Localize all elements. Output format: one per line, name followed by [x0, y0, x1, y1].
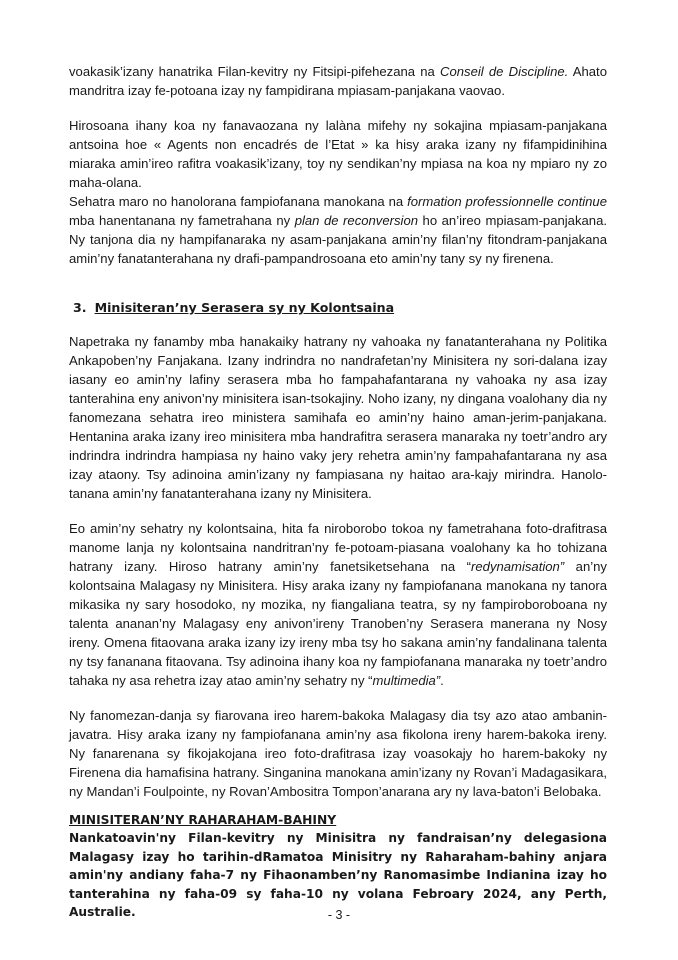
section-3-paragraph-1: Napetraka ny fanamby mba hanakaiky hatrany ny vahoaka ny fanatanterahana ny Politika Ankapoben’ny Fanjakana. Izany indrindra no nandrafetan’ny Minisitera ny sori-dalana izay iasany eo amin’ny lafiny serasera mba ho fampahafantarana ny vahoaka ny asa izay tanterahina eny anivon’ny minisitera isan-tsokajiny. Noho izany, ny dingana voalohany dia ny fanomezana sehatra ireo ministera samihafa eo amin’ny haino aman-jerim-panjakana. Hentanina araka izany ireo minisitera mba handrafitra serasera manaraka ny toetr’andro ary indrindra indrindra hampiasa ny haino vaky jery rehetra amin’ny fampahafantarana ny asa izay ataony. Tsy adinoina amin’izany ny fampiasana ny haitao ara-kajy mirindra. Hanolo-tanana amin’ny fanatanterahana izany ny Minisitera. [69, 334, 607, 501]
section-number: 3. [73, 300, 87, 315]
page-number: - 3 - [327, 908, 351, 922]
intro-paragraph-2: Hirosoana ihany koa ny fanavaozana ny lalàna mifehy ny sokajina mpiasam-panjakana antsoina hoe « Agents non encadrés de l’Etat » ka hisy araka izany ny fifampidinihina miaraka amin’ireo rafitra voakasik’izany, toy ny sendikan’ny mpiasa na koa ny mpiaro ny zo maha-olana. [69, 118, 607, 190]
intro-paragraph-1: voakasik’izany hanatrika Filan-kevitry ny Fitsipi-pifehezana na Conseil de Discipline. Ahato mandritra izay fe-potoana izay ny fampidirana mpiasam-panjakana vaovao. [69, 64, 607, 98]
ministry-heading: MINISITERAN’NY RAHARAHAM-BAHINY [69, 813, 337, 827]
section-3-paragraph-2: Eo amin’ny sehatry ny kolontsaina, hita fa niroborobo tokoa ny fametrahana foto-drafitrasa manome lanja ny kolontsaina nandritran’ny fe-potoam-piasana voalohany ka ho tohizana hatrany izany. Hiroso hatrany amin’ny fanetsiketsehana na “redynamisation” an’ny kolontsaina Malagasy ny Minisitera. Hisy araka izany ny fampiofanana manokana ny tanora mikasika ny sary hosodoko, ny mozika, ny fiangaliana teatra, sy ny fampiroboroboana ny talenta ananan’ny Malagasy eny anivon’ireny Tranoben’ny Serasera manerana ny Nosy ireny. Omena fitaovana araka izany izy ireny mba tsy ho sakana amin’ny fandalinana talenta ny tsy fananana fitaovana. Tsy adinoina ihany koa ny fampiofanana manaraka ny toetr’andro tahaka ny asa rehetra izay atao amin’ny sehatry ny “multimedia”. [69, 521, 607, 688]
section-title: Minisiteran’ny Serasera sy ny Kolontsaina [94, 300, 395, 315]
ministry-notice: Nankatoavin'ny Filan-kevitry ny Minisitra ny fandraisan’ny delegasiona Malagasy izay ho tarihin-dRamatoa Minisitry ny Raharaham-bahiny anjara amin'ny andiany faha-7 ny Fihaonamben’ny Ranomasimbe Indianina izay ho tanterahina ny faha-09 sy faha-10 ny volana Febroary 2024, any Perth, Australie. [69, 831, 607, 919]
intro-paragraph-3: Sehatra maro no hanolorana fampiofanana manokana na formation professionnelle continue mba hanentanana ny fametrahana ny plan de reconversion ho an’ireo mpiasam-panjakana. Ny tanjona dia ny hampifanaraka ny asam-panjakana amin’ny filan’ny fitondram-panjakana amin’ny fanatanterahana ny drafi-pampandrosoana eto amin’ny tany sy ny firenena. [69, 194, 608, 266]
section-3-paragraph-3: Ny fanomezan-danja sy fiarovana ireo harem-bakoka Malagasy dia tsy azo atao ambanin-javatra. Hisy araka izany ny fampiofanana amin’ny asa fikolona ireny harem-bakoka ireny. Ny fanarenana sy fikojakojana ireo foto-drafitrasa izay voasokajy ho harem-bakoky ny Firenena dia hamafisina hatrany. Singanina manokana amin’izany ny Rovan’i Madagasikara, ny Mandan’i Foulpointe, ny Rovan’Ambositra Tompon’anarana ary ny lava-baton’i Belobaka. [69, 708, 607, 799]
section-3-heading [69, 300, 607, 315]
